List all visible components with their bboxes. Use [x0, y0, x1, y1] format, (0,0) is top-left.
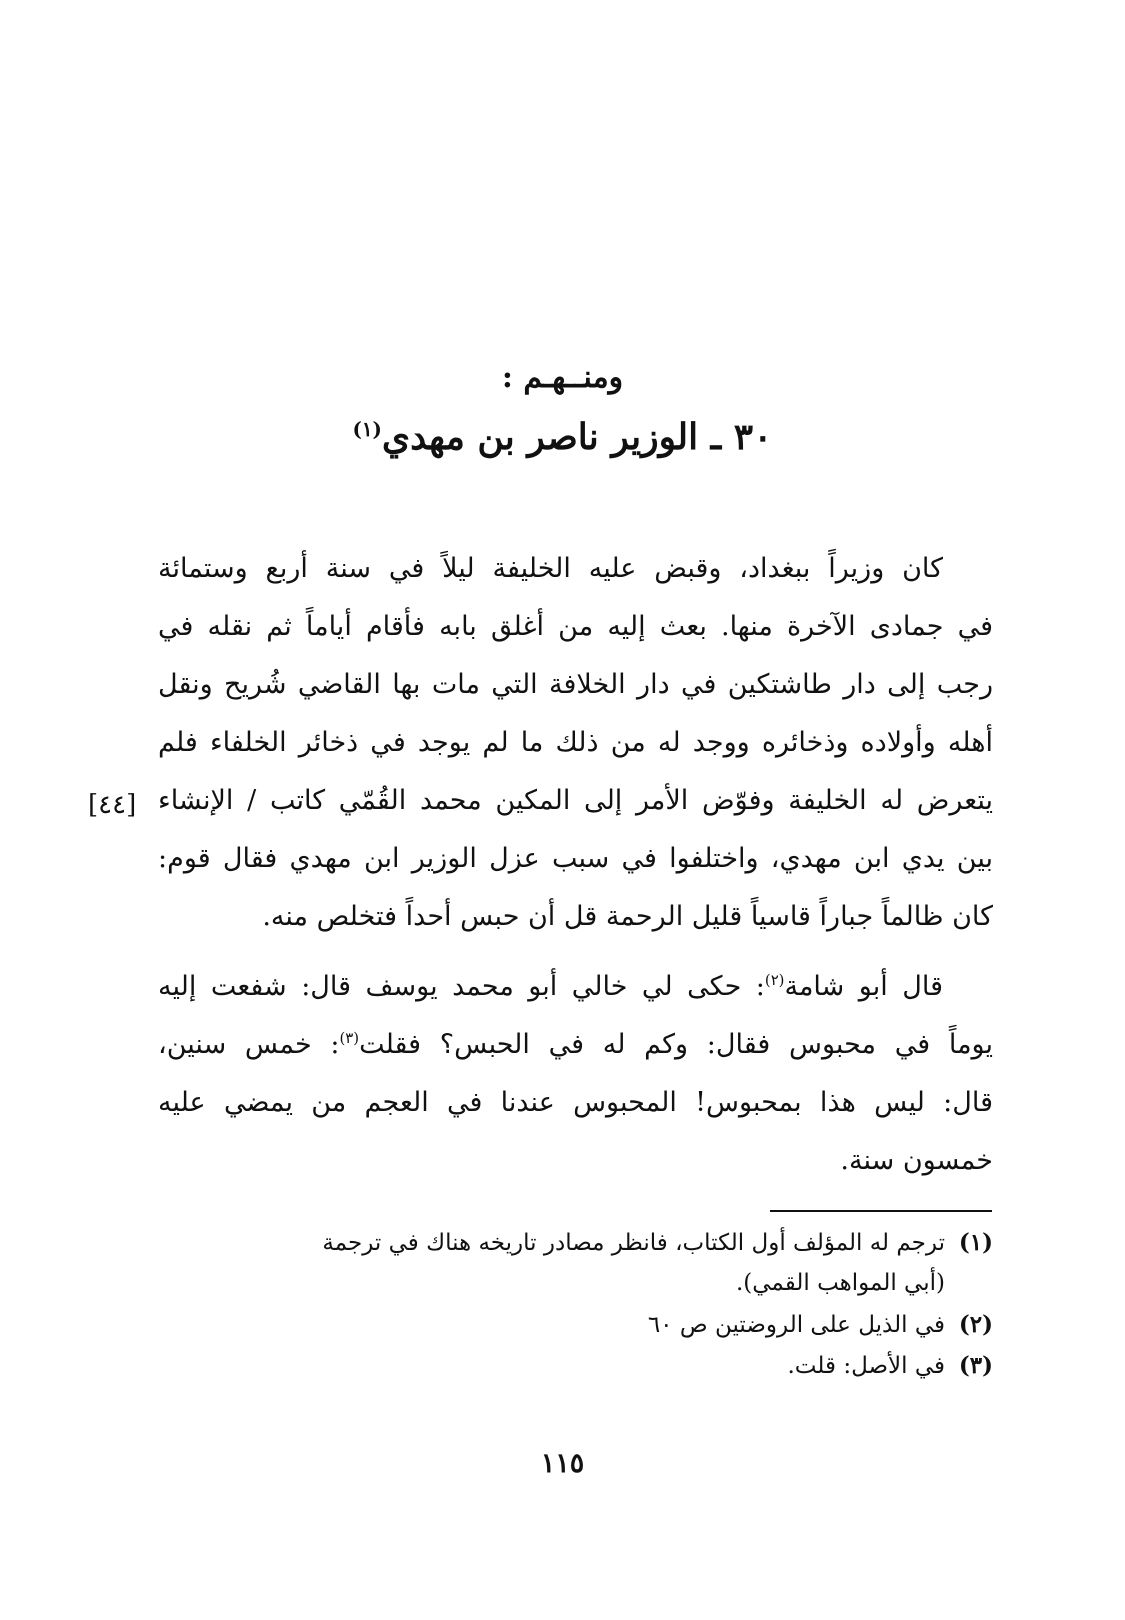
body-line: بين يدي ابن مهدي، واختلفوا في سبب عزل الوزير ابن مهدي فقال قوم:: [158, 843, 993, 874]
footnote-ref-1: (١): [352, 417, 382, 441]
text-run: يوماً في محبوس فقال: وكم له في الحبس؟ فقلت: [359, 1029, 993, 1060]
text-run: : خمس سنين،: [158, 1029, 340, 1060]
footnote-text: ترجم له المؤلف أول الكتاب، فانظر مصادر تاريخه هناك في ترجمة: [322, 1230, 945, 1256]
manuscript-folio-marker: [٤٤]: [88, 790, 137, 820]
body-line: كان وزيراً ببغداد، وقبض عليه الخليفة ليلاً في سنة أربع وستمائة: [158, 553, 943, 584]
body-line: [158, 958, 993, 1016]
footnote-1-continued: (أبي المواهب القمي).: [735, 1270, 945, 1296]
footnote-ref-2: (٢): [764, 971, 785, 989]
body-line: خمسون سنة.: [840, 1145, 993, 1176]
body-line: كان ظالماً جباراً قاسياً قليل الرحمة قل أن حبس أحداً فتخلص منه.: [262, 901, 993, 932]
text-run: قال أبو شامة: [784, 971, 943, 1002]
footnote-2: [158, 1304, 993, 1345]
footnote-text: في الأصل: قلت.: [787, 1353, 945, 1379]
footnote-number: (٢): [958, 1311, 993, 1338]
paragraph-1: [158, 540, 993, 946]
body-line: [158, 1016, 993, 1074]
body-line: قال: ليس هذا بمحبوس! المحبوس عندنا في العجم من يمضي عليه: [158, 1087, 993, 1118]
paragraph-2: [158, 958, 993, 1190]
footnote-number: (١): [958, 1229, 993, 1256]
footnote-separator: [770, 1210, 992, 1212]
footnote-text: في الذيل على الروضتين ص ٦٠: [647, 1312, 945, 1338]
entry-title: [0, 416, 1125, 458]
body-line: في جمادى الآخرة منها. بعث إليه من أغلق بابه فأقام أياماً ثم نقله في: [158, 611, 993, 642]
entry-title-text: ٣٠ ـ الوزير ناصر بن مهدي: [381, 416, 773, 458]
text-run: : حكى لي خالي أبو محمد يوسف قال: شفعت إليه: [158, 971, 765, 1002]
footnote-ref-3: (٣): [339, 1029, 360, 1047]
footnote-1: [158, 1222, 993, 1263]
footnotes: [158, 1222, 993, 1386]
footnote-number: (٣): [958, 1352, 993, 1379]
footnote-3: [158, 1345, 993, 1386]
section-intro: ومنــهـم :: [501, 360, 624, 395]
body-line: رجب إلى دار طاشتكين في دار الخلافة التي مات بها القاضي شُريح ونقل: [158, 669, 993, 700]
body-line: يتعرض له الخليفة وفوّض الأمر إلى المكين محمد القُمّي كاتب / الإنشاء: [158, 785, 993, 816]
body-line: أهله وأولاده وذخائره ووجد له من ذلك ما لم يوجد في ذخائر الخلفاء فلم: [158, 727, 993, 758]
page-number: ١١٥: [540, 1448, 585, 1479]
